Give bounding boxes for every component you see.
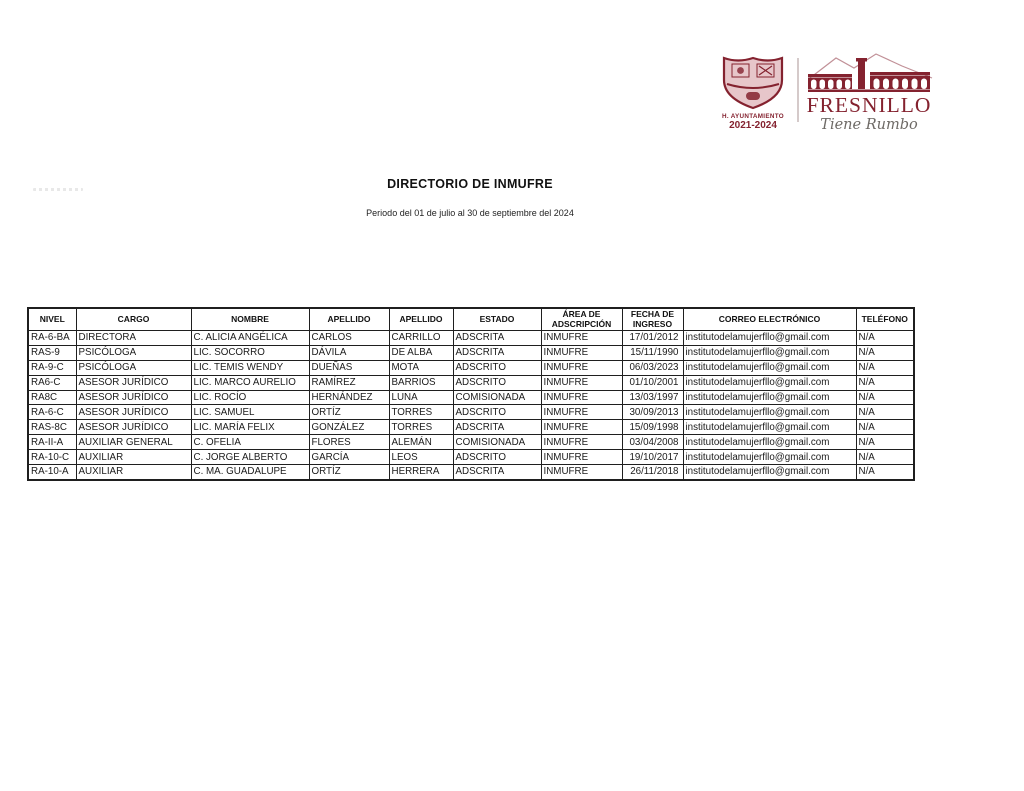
cell-estado: COMISIONADA [453,435,541,450]
page-title: DIRECTORIO DE INMUFRE [387,177,553,191]
table-row [28,465,914,480]
cell-fecha-ingreso: 30/09/2013 [622,405,683,420]
column-header-apellido-paterno: APELLIDO [309,308,389,331]
fresnillo-logo-graphic [710,50,942,142]
cell-telefono: N/A [856,420,914,435]
cell-nombre: C. MA. GUADALUPE [191,465,309,480]
cell-nombre: LIC. SOCORRO [191,345,309,360]
cell-cargo: AUXILIAR GENERAL [76,435,191,450]
table-row [28,405,914,420]
cell-fecha-ingreso: 06/03/2023 [622,360,683,375]
cell-area-adscripcion: INMUFRE [541,435,622,450]
cell-telefono: N/A [856,360,914,375]
cell-nombre: C. JORGE ALBERTO [191,450,309,465]
table-header-row [28,308,914,331]
cell-fecha-ingreso: 26/11/2018 [622,465,683,480]
column-header-telefono: TELÉFONO [856,308,914,331]
cell-cargo: ASESOR JURÍDICO [76,405,191,420]
tagline: Tiene Rumbo [820,117,918,133]
column-header-fecha-ingreso: FECHA DE INGRESO [622,308,683,331]
cell-estado: ADSCRITO [453,375,541,390]
cell-nivel: RAS-9 [28,345,76,360]
cell-apellido-materno: MOTA [389,360,453,375]
cell-cargo: ASESOR JURÍDICO [76,420,191,435]
cell-cargo: PSICÓLOGA [76,360,191,375]
table-row [28,360,914,375]
directory-table [27,307,915,481]
cell-telefono: N/A [856,331,914,346]
cell-telefono: N/A [856,450,914,465]
cell-telefono: N/A [856,345,914,360]
cell-telefono: N/A [856,435,914,450]
cell-apellido-materno: DE ALBA [389,345,453,360]
cell-nivel: RA-6-C [28,405,76,420]
cell-correo-electronico: institutodelamujerfllo@gmail.com [683,390,856,405]
cell-apellido-paterno: CARLOS [309,331,389,346]
column-header-correo-electronico: CORREO ELECTRÓNICO [683,308,856,331]
cell-nombre: LIC. TEMIS WENDY [191,360,309,375]
cell-apellido-materno: LEOS [389,450,453,465]
cell-nombre: C. OFELIA [191,435,309,450]
cell-cargo: AUXILIAR [76,465,191,480]
cell-correo-electronico: institutodelamujerfllo@gmail.com [683,465,856,480]
table-row [28,450,914,465]
skyline-icon [807,54,932,133]
cell-nivel: RA-10-C [28,450,76,465]
column-header-estado: ESTADO [453,308,541,331]
cell-apellido-materno: TORRES [389,420,453,435]
cell-nivel: RAS-8C [28,420,76,435]
cell-cargo: AUXILIAR [76,450,191,465]
cell-nivel: RA-10-A [28,465,76,480]
cell-area-adscripcion: INMUFRE [541,345,622,360]
cell-nivel: RA-9-C [28,360,76,375]
cell-apellido-paterno: ORTÍZ [309,465,389,480]
cell-cargo: DIRECTORA [76,331,191,346]
column-header-apellido-materno: APELLIDO [389,308,453,331]
cell-area-adscripcion: INMUFRE [541,420,622,435]
cell-nivel: RA-II-A [28,435,76,450]
cell-estado: ADSCRITA [453,331,541,346]
cell-apellido-paterno: HERNÁNDEZ [309,390,389,405]
cell-nombre: C. ALICIA ANGÉLICA [191,331,309,346]
city-name: FRESNILLO [806,93,932,117]
cell-apellido-materno: ALEMÁN [389,435,453,450]
cell-correo-electronico: institutodelamujerfllo@gmail.com [683,360,856,375]
cell-nivel: RA8C [28,390,76,405]
cell-estado: COMISIONADA [453,390,541,405]
cell-apellido-paterno: FLORES [309,435,389,450]
cell-nivel: RA-6-BA [28,331,76,346]
cell-estado: ADSCRITA [453,345,541,360]
coat-of-arms-icon [722,58,784,131]
cell-estado: ADSCRITO [453,360,541,375]
cell-estado: ADSCRITO [453,405,541,420]
cell-apellido-paterno: ORTÍZ [309,405,389,420]
cell-estado: ADSCRITO [453,450,541,465]
table-row [28,375,914,390]
cell-estado: ADSCRITA [453,420,541,435]
cell-apellido-materno: CARRILLO [389,331,453,346]
cell-cargo: ASESOR JURÍDICO [76,390,191,405]
cell-apellido-materno: HERRERA [389,465,453,480]
cell-nombre: LIC. ROCÍO [191,390,309,405]
cell-area-adscripcion: INMUFRE [541,465,622,480]
cell-area-adscripcion: INMUFRE [541,390,622,405]
column-header-nombre: NOMBRE [191,308,309,331]
table-row [28,420,914,435]
cell-area-adscripcion: INMUFRE [541,360,622,375]
cell-telefono: N/A [856,465,914,480]
cell-correo-electronico: institutodelamujerfllo@gmail.com [683,375,856,390]
cell-fecha-ingreso: 01/10/2001 [622,375,683,390]
cell-apellido-materno: BARRIOS [389,375,453,390]
fresnillo-logo [710,50,942,142]
cell-nombre: LIC. MARCO AURELIO [191,375,309,390]
cell-telefono: N/A [856,375,914,390]
cell-correo-electronico: institutodelamujerfllo@gmail.com [683,450,856,465]
cell-area-adscripcion: INMUFRE [541,375,622,390]
cell-apellido-materno: LUNA [389,390,453,405]
cell-area-adscripcion: INMUFRE [541,405,622,420]
cell-area-adscripcion: INMUFRE [541,331,622,346]
cell-estado: ADSCRITA [453,465,541,480]
cell-fecha-ingreso: 17/01/2012 [622,331,683,346]
cell-nombre: LIC. SAMUEL [191,405,309,420]
cell-correo-electronico: institutodelamujerfllo@gmail.com [683,405,856,420]
table-row [28,390,914,405]
cell-nombre: LIC. MARÍA FELIX [191,420,309,435]
cell-telefono: N/A [856,405,914,420]
cell-correo-electronico: institutodelamujerfllo@gmail.com [683,345,856,360]
column-header-nivel: NIVEL [28,308,76,331]
cell-cargo: PSICÓLOGA [76,345,191,360]
cell-apellido-paterno: RAMÍREZ [309,375,389,390]
cell-fecha-ingreso: 03/04/2008 [622,435,683,450]
table-row [28,331,914,346]
cell-cargo: ASESOR JURÍDICO [76,375,191,390]
cell-correo-electronico: institutodelamujerfllo@gmail.com [683,435,856,450]
cell-telefono: N/A [856,390,914,405]
table-row [28,345,914,360]
cell-correo-electronico: institutodelamujerfllo@gmail.com [683,420,856,435]
cell-apellido-paterno: DUEÑAS [309,360,389,375]
table-row [28,435,914,450]
cell-area-adscripcion: INMUFRE [541,450,622,465]
cell-fecha-ingreso: 15/09/1998 [622,420,683,435]
cell-apellido-paterno: DÁVILA [309,345,389,360]
column-header-area-adscripcion: ÁREA DE ADSCRIPCIÓN [541,308,622,331]
column-header-cargo: CARGO [76,308,191,331]
cell-apellido-materno: TORRES [389,405,453,420]
cell-fecha-ingreso: 19/10/2017 [622,450,683,465]
cell-correo-electronico: institutodelamujerfllo@gmail.com [683,331,856,346]
cell-apellido-paterno: GARCÍA [309,450,389,465]
page-subtitle: Periodo del 01 de julio al 30 de septiembre del 2024 [366,208,574,218]
crest-years: 2021-2024 [729,120,777,131]
cell-fecha-ingreso: 13/03/1997 [622,390,683,405]
cell-apellido-paterno: GONZÁLEZ [309,420,389,435]
cell-fecha-ingreso: 15/11/1990 [622,345,683,360]
cell-nivel: RA6-C [28,375,76,390]
crest-caption: H. AYUNTAMIENTO [722,113,784,120]
